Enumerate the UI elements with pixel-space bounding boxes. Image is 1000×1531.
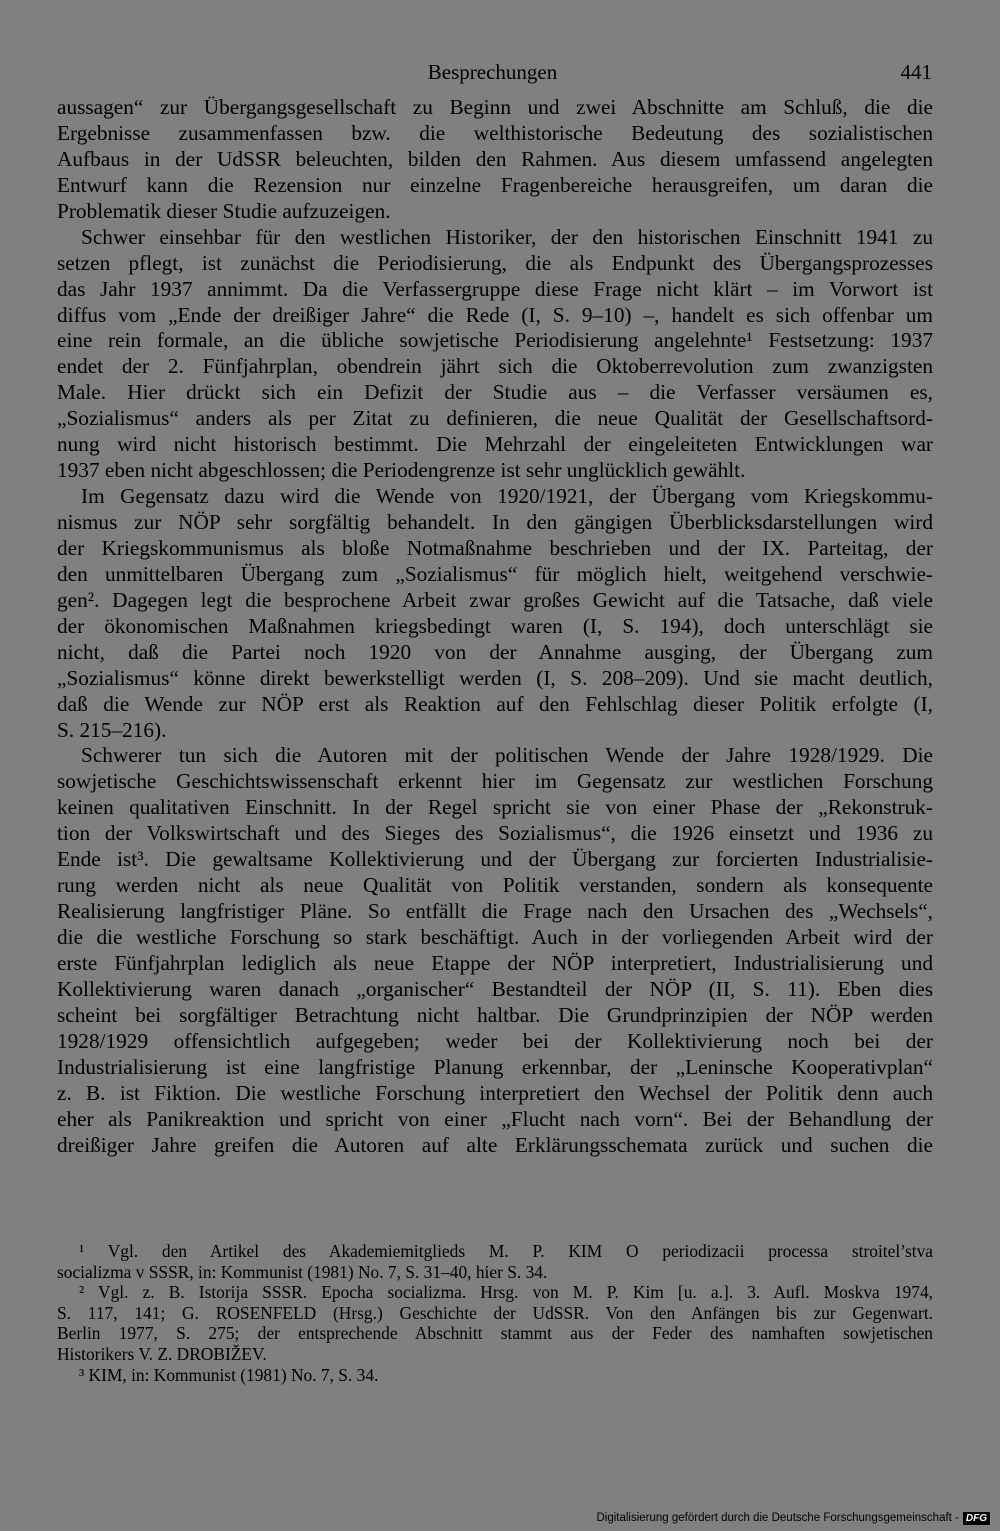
text-line: erste Fünfjahrplan lediglich als neue Etappe der NÖP interpretiert, Industrialisierung und	[57, 950, 933, 975]
text-line: 1937 eben nicht abgeschlossen; die Periodengrenze ist sehr unglücklich gewählt.	[57, 458, 746, 483]
text-line: z. B. ist Fiktion. Die westliche Forschung interpretiert den Wechsel der Politik denn auch	[57, 1080, 933, 1105]
text-line: Ergebnisse zusammenfassen bzw. die welthistorische Bedeutung des sozialistischen	[57, 120, 933, 145]
footnote-line: ¹ Vgl. den Artikel des Akademiemitglieds M. P. KIM O periodizacii processa stroitel’stva	[79, 1241, 933, 1261]
text-line: Realisierung langfristiger Pläne. So entfällt die Frage nach den Ursachen des „Wechsels“,	[57, 899, 933, 924]
text-line: eher als Panikreaktion und spricht von einer „Flucht nach vorn“. Bei der Behandlung der	[57, 1106, 933, 1131]
text-line: den unmittelbaren Übergang zum „Sozialismus“ für möglich hielt, weitgehend verschwie-	[57, 561, 933, 586]
text-line: nismus zur NÖP sehr sorgfältig behandelt. In den gängigen Überblicksdarstellungen wird	[57, 510, 933, 534]
text-line: Kollektivierung waren danach „organischer“ Bestandteil der NÖP (II, S. 11). Eben dies	[57, 976, 933, 1001]
text-line: Entwurf kann die Rezension nur einzelne Fragenbereiche herausgreifen, um daran die	[57, 172, 933, 197]
text-line: Schwerer tun sich die Autoren mit der politischen Wende der Jahre 1928/1929. Die	[81, 743, 933, 768]
text-line: scheint bei sorgfältiger Betrachtung nicht haltbar. Die Grundprinzipien der NÖP werden	[57, 1002, 933, 1027]
text-line: Problematik dieser Studie aufzuzeigen.	[57, 198, 391, 223]
text-line: dreißiger Jahre greifen die Autoren auf alte Erklärungsschemata zurück und suchen die	[57, 1132, 933, 1157]
text-line: Ende ist³. Die gewaltsame Kollektivierung und der Übergang zur forcierten Industrialisie-	[57, 847, 933, 872]
footnote-line: S. 117, 141; G. ROSENFELD (Hrsg.) Geschichte der UdSSR. Von den Anfängen bis zur Gegenwart.	[57, 1302, 933, 1323]
footnote-line: ³ KIM, in: Kommunist (1981) No. 7, S. 34.	[79, 1364, 379, 1385]
text-line: nung wird nicht historisch bestimmt. Die Mehrzahl der eingeleiteten Entwicklungen war	[57, 432, 933, 457]
text-line: endet der 2. Fünfjahrplan, obendrein jährt sich die Oktoberrevolution zum zwanzigsten	[57, 354, 933, 379]
page-number: 441	[900, 60, 932, 84]
text-line: 1928/1929 offensichtlich aufgegeben; weder bei der Kollektivierung noch bei der	[57, 1028, 933, 1053]
text-line: der ökonomischen Maßnahmen kriegsbedingt waren (I, S. 194), doch unterschlägt sie	[57, 613, 933, 638]
text-line: die die westliche Forschung so stark beschäftigt. Auch in der vorliegenden Arbeit wird der	[57, 925, 933, 949]
footnotes	[57, 1241, 933, 1385]
text-line: aussagen“ zur Übergangsgesellschaft zu Beginn und zwei Abschnitte am Schluß, die die	[57, 95, 933, 119]
footnote-line: ² Vgl. z. B. Istorija SSSR. Epocha socializma. Hrsg. von M. P. Kim [u. a.]. 3. Aufl. Moskva 1974,	[79, 1282, 933, 1303]
dfg-logo: DFG	[963, 1512, 990, 1525]
footnote-line: socializma v SSSR, in: Kommunist (1981) No. 7, S. 31–40, hier S. 34.	[57, 1261, 548, 1282]
footnote-line: Berlin 1977, S. 275; der entsprechende Abschnitt stammt aus der Feder des namhaften sowjetischen	[57, 1323, 933, 1344]
digitization-credit	[596, 1509, 990, 1527]
running-header	[0, 60, 1000, 86]
credit-text: Digitalisierung gefördert durch die Deutsche Forschungsgemeinschaft -	[596, 1512, 959, 1524]
text-line: das Jahr 1937 annimmt. Da die Verfassergruppe diese Frage nicht klärt – im Vorwort ist	[57, 276, 933, 301]
text-line: „Sozialismus“ anders als per Zitat zu definieren, die neue Qualität der Gesellschaftsord-	[57, 406, 933, 431]
text-line: setzen pflegt, ist zunächst die Periodisierung, die als Endpunkt des Übergangsprozesses	[57, 250, 933, 275]
text-line: sowjetische Geschichtswissenschaft erkennt hier im Gegensatz zur westlichen Forschung	[57, 769, 933, 794]
footnote-line: Historikers V. Z. DROBIŽEV.	[57, 1343, 267, 1364]
text-line: der Kriegskommunismus als bloße Notmaßnahme beschrieben und der IX. Parteitag, der	[57, 535, 933, 560]
text-line: daß die Wende zur NÖP erst als Reaktion auf den Fehlschlag dieser Politik erfolgte (I,	[57, 691, 933, 716]
text-line: keinen qualitativen Einschnitt. In der Regel spricht sie von einer Phase der „Rekonstruk-	[57, 795, 933, 820]
text-line: nicht, daß die Partei noch 1920 von der Annahme ausging, der Übergang zum	[57, 639, 933, 664]
text-line: Im Gegensatz dazu wird die Wende von 1920/1921, der Übergang vom Kriegskommu-	[81, 484, 933, 509]
text-line: tion der Volkswirtschaft und des Sieges des Sozialismus“, die 1926 einsetzt und 1936 zu	[57, 821, 933, 846]
text-line: Industrialisierung ist eine langfristige Planung erkennbar, der „Leninsche Kooperativplan“	[57, 1054, 933, 1079]
header-title: Besprechungen	[427, 60, 558, 84]
text-line: Male. Hier drückt sich ein Defizit der Studie aus – die Verfasser versäumen es,	[57, 380, 933, 405]
text-line: Aufbaus in der UdSSR beleuchten, bilden den Rahmen. Aus diesem umfassend angelegten	[57, 146, 933, 171]
text-line: S. 215–216).	[57, 717, 167, 742]
text-line: Schwer einsehbar für den westlichen Historiker, der den historischen Einschnitt 1941 zu	[81, 224, 933, 249]
text-line: „Sozialismus“ könne direkt bewerkstelligt werden (I, S. 208–209). Und sie macht deutlich,	[57, 665, 933, 690]
text-line: diffus vom „Ende der dreißiger Jahre“ die Rede (I, S. 9–10) –, handelt es sich offenbar um	[57, 302, 933, 327]
body-text	[57, 95, 933, 1158]
text-line: rung werden nicht als neue Qualität von Politik verstanden, sondern als konsequente	[57, 873, 933, 898]
text-line: gen². Dagegen legt die besprochene Arbeit zwar großes Gewicht auf die Tatsache, daß viele	[57, 587, 933, 612]
text-line: eine rein formale, an die übliche sowjetische Periodisierung angelehnte¹ Festsetzung: 1937	[57, 328, 933, 353]
